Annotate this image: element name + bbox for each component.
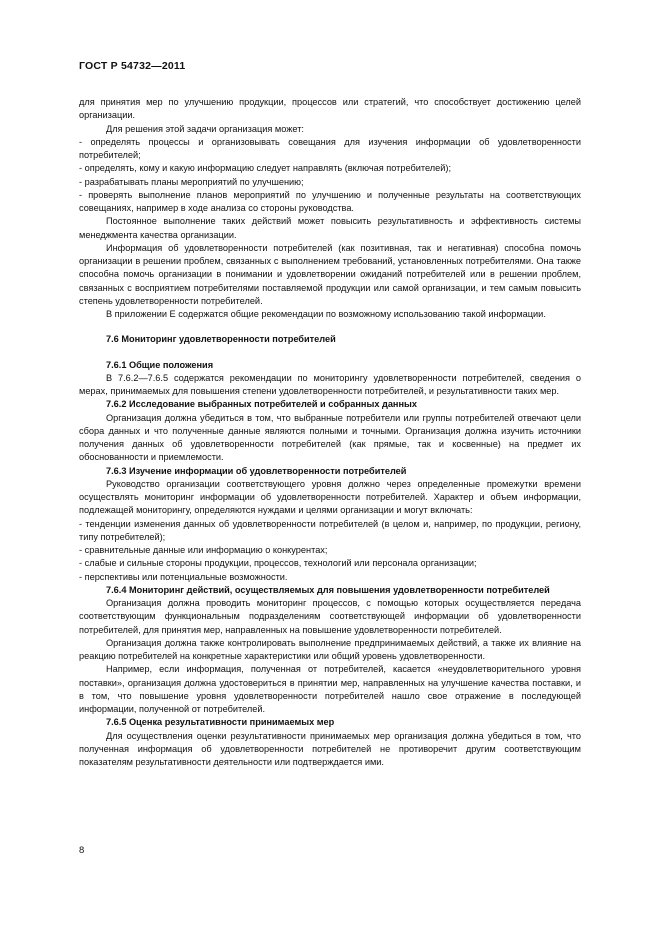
- paragraph: Для решения этой задачи организация может:: [106, 123, 304, 134]
- list-item: - разрабатывать планы мероприятий по улучшению;: [79, 176, 304, 187]
- subsection-heading-7-6-3: 7.6.3 Изучение информации об удовлетворенности потребителей: [106, 465, 407, 476]
- list-item: - тенденции изменения данных об удовлетворенности потребителей (в целом и, например, по продукции, региону, типу потребителей);: [79, 518, 581, 542]
- list-item: - слабые и сильные стороны продукции, процессов, технологий или персонала организации;: [79, 558, 477, 569]
- list-item: - определять процессы и организовывать совещания для изучения информации об удовлетворенности потребителей;: [79, 136, 581, 160]
- paragraph: В 7.6.2—7.6.5 содержатся рекомендации по мониторингу удовлетворенности потребителей, сведения о мерах, принимаемых для повышения степени удовлетворенности потребителей, и результативности таких мер.: [79, 372, 581, 396]
- list-item: - перспективы или потенциальные возможности.: [79, 571, 288, 582]
- document-body: [79, 96, 581, 769]
- paragraph: В приложении Е содержатся общие рекомендации по возможному использованию такой информации.: [106, 309, 546, 319]
- list-item: - определять, кому и какую информацию следует направлять (включая потребителей);: [79, 163, 452, 174]
- paragraph: Руководство организации соответствующего уровня должно через определенные промежутки времени осуществлять мониторинг информации об удовлетворенности потребителей. Характер и объем информации, подлежащей мониторингу, определяются нуждами и целями организации и могут включать:: [79, 478, 581, 516]
- subsection-heading-7-6-4: 7.6.4 Мониторинг действий, осуществляемых для повышения удовлетворенности потребителей: [106, 584, 550, 595]
- page-number: 8: [79, 845, 85, 856]
- list-item: - сравнительные данные или информацию о конкурентах;: [79, 545, 328, 555]
- document-header: ГОСТ Р 54732—2011: [79, 60, 186, 72]
- section-heading-7-6: 7.6 Мониторинг удовлетворенности потребителей: [106, 334, 336, 345]
- paragraph: Организация должна также контролировать выполнение предпринимаемых действий, а также их влияние на реакцию потребителей на конкретные характеристики или общий уровень удовлетворенности.: [79, 637, 581, 661]
- list-item: - проверять выполнение планов мероприятий по улучшению и полученные результаты на соответствующих совещаниях, например в ходе анализа со стороны руководства.: [79, 189, 581, 213]
- paragraph: Организация должна проводить мониторинг процессов, с помощью которых осуществляется передача соответствующим функциональным подразделениям соответствующей информации об удовлетворенности потребителей, для принятия мер, направленных на повышение удовлетворенности потребителей.: [79, 598, 581, 635]
- paragraph: Для осуществления оценки результативности принимаемых мер организация должна убедиться в том, что полученная информация об удовлетворенности потребителей не противоречит другим соответствующим показателям результативности деятельности или подтверждается ими.: [79, 730, 581, 767]
- subsection-heading-7-6-5: 7.6.5 Оценка результативности принимаемых мер: [106, 717, 335, 728]
- paragraph: Постоянное выполнение таких действий может повысить результативность и эффективность системы менеджмента качества организации.: [79, 216, 581, 240]
- paragraph: для принятия мер по улучшению продукции, процессов или стратегий, что способствует достижению целей организации.: [79, 97, 581, 121]
- paragraph: Организация должна убедиться в том, что выбранные потребители или группы потребителей отвечают цели сбора данных и что полученные данные являются полными и точными. Организация должна изучить источники получения данных об удовлетворенности потребителей (как прямые, так и косвенные) на предмет их обоснованности и приемлемости.: [79, 412, 581, 463]
- paragraph: Например, если информация, полученная от потребителей, касается «неудовлетворительного уровня поставки», организация должна удостовериться в принятии мер, направленных на улучшение качества поставки, и в том, что повышение уровня удовлетворенности потребителей нашло свое отражение в последующей информации, полученной от потребителей.: [79, 664, 581, 714]
- paragraph: Информация об удовлетворенности потребителей (как позитивная, так и негативная) способна помочь организации в решении проблем, связанных с выполнением требований, установленных потребителями. Она также способна помочь организации в понимании и удовлетворении ожиданий потребителей или в решении проблем, связанных с восприятием потребителями поставляемой продукции или самой организации, и тем самым повысить степень удовлетворенности потребителей.: [79, 242, 581, 306]
- subsection-heading-7-6-1: 7.6.1 Общие положения: [106, 359, 214, 370]
- subsection-heading-7-6-2: 7.6.2 Исследование выбранных потребителей и собранных данных: [106, 399, 417, 410]
